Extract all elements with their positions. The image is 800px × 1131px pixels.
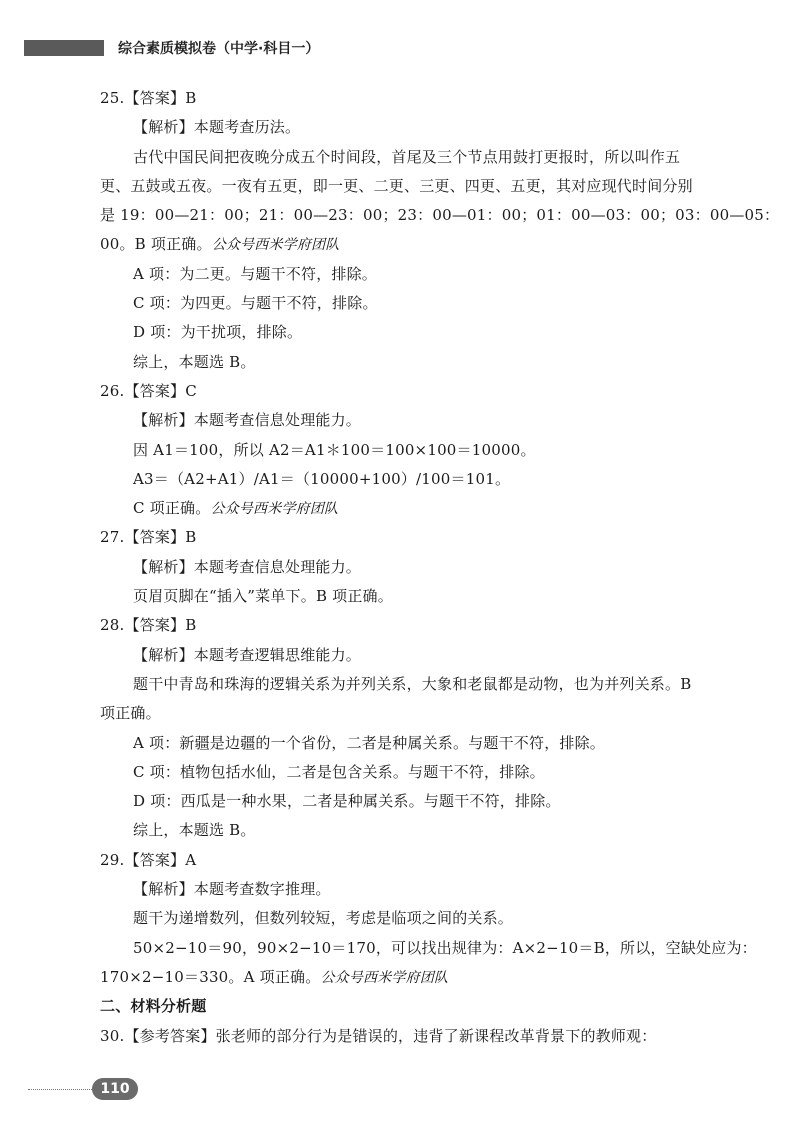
text-line: [100, 611, 740, 640]
text-line: [100, 84, 740, 113]
text-line: [100, 729, 740, 758]
page-number: 110: [92, 1078, 138, 1100]
line-text: 页眉页脚在“插入”菜单下。B 项正确。: [133, 587, 393, 606]
line-text: 28.【答案】B: [100, 616, 197, 635]
line-text: 【解析】本题考查信息处理能力。: [133, 557, 362, 576]
text-line: [100, 143, 740, 172]
text-line: [100, 875, 740, 904]
text-line: [100, 172, 740, 201]
line-text: 50×2−10＝90，90×2−10＝170，可以找出规律为：A×2−10＝B，所以，空缺处应为：: [133, 938, 757, 957]
text-line: [100, 494, 740, 523]
line-text: 是 19：00—21：00；21：00—23：00；23：00—01：00；01：00—03：00；03：00—05：: [100, 206, 780, 225]
text-line: [100, 465, 740, 494]
line-text: D 项：西瓜是一种水果，二者是种属关系。与题干不符，排除。: [133, 792, 561, 811]
text-line: [100, 582, 740, 611]
line-text: 00。B 项正确。: [100, 235, 212, 254]
text-line: [100, 904, 740, 933]
line-text: 【解析】本题考查信息处理能力。: [133, 411, 362, 430]
text-line: [100, 1022, 740, 1051]
text-line: [100, 318, 740, 347]
text-line: [100, 113, 740, 142]
header-decoration-bar: [24, 40, 104, 56]
line-text: 27.【答案】B: [100, 528, 197, 547]
line-text: A 项：新疆是边疆的一个省份，二者是种属关系。与题干不符，排除。: [133, 733, 606, 752]
section-heading: [100, 992, 740, 1021]
line-text: 题干中青岛和珠海的逻辑关系为并列关系，大象和老鼠都是动物，也为并列关系。B: [133, 674, 692, 693]
line-text: 因 A1＝100，所以 A2＝A1＊100＝100×100＝10000。: [133, 440, 536, 459]
text-line: [100, 787, 740, 816]
text-line: [100, 934, 757, 963]
line-text: A3＝（A2+A1）/A1＝（10000+100）/100＝101。: [133, 469, 511, 488]
text-line: [100, 641, 740, 670]
text-line: [100, 670, 740, 699]
answer-content: [100, 84, 780, 1051]
text-line: [100, 201, 780, 230]
line-text: C 项正确。: [133, 499, 211, 518]
text-line: [100, 963, 740, 992]
footer-rule: [28, 1089, 98, 1090]
text-line: [100, 230, 740, 259]
line-text: A 项：为二更。与题干不符，排除。: [133, 264, 378, 283]
line-text: 二、材料分析题: [100, 997, 207, 1016]
line-text: C 项：为四更。与题干不符，排除。: [133, 294, 378, 313]
line-text: 【解析】本题考查逻辑思维能力。: [133, 645, 362, 664]
line-text: 题干为递增数列，但数列较短，考虑是临项之间的关系。: [133, 909, 514, 928]
line-text: 30.【参考答案】张老师的部分行为是错误的，违背了新课程改革背景下的教师观：: [100, 1026, 657, 1045]
text-line: [100, 699, 740, 728]
line-text: 【解析】本题考查数字推理。: [133, 880, 331, 899]
text-line: [100, 289, 740, 318]
line-text: 25.【答案】B: [100, 89, 197, 107]
header-title: 综合素质模拟卷（中学·科目一）: [118, 41, 320, 57]
line-text: 【解析】本题考查历法。: [133, 118, 301, 137]
text-line: [100, 436, 740, 465]
line-text: 更、五鼓或五夜。一夜有五更，即一更、二更、三更、四更、五更，其对应现代时间分别: [100, 176, 693, 195]
text-line: [100, 523, 740, 552]
watermark-handwriting: 公众号西米学府团队: [320, 969, 449, 986]
text-line: [100, 846, 740, 875]
text-line: [100, 348, 740, 377]
text-line: [100, 758, 740, 787]
text-line: [100, 377, 740, 406]
line-text: C 项：植物包括水仙，二者是包含关系。与题干不符，排除。: [133, 762, 545, 781]
line-text: 170×2−10＝330。A 项正确。: [100, 967, 321, 986]
text-line: [100, 553, 740, 582]
text-line: [100, 406, 740, 435]
line-text: 古代中国民间把夜晚分成五个时间段，首尾及三个节点用鼓打更报时，所以叫作五: [133, 147, 681, 166]
line-text: 综上，本题选 B。: [133, 821, 256, 840]
line-text: 29.【答案】A: [100, 850, 197, 869]
watermark-handwriting: 公众号西米学府团队: [210, 501, 339, 518]
line-text: 26.【答案】C: [100, 381, 197, 400]
line-text: 综上，本题选 B。: [133, 352, 256, 371]
text-line: [100, 816, 740, 845]
line-text: D 项：为干扰项，排除。: [133, 323, 303, 342]
text-line: [100, 260, 740, 289]
watermark-handwriting: 公众号西米学府团队: [211, 237, 340, 254]
line-text: 项正确。: [100, 704, 161, 723]
